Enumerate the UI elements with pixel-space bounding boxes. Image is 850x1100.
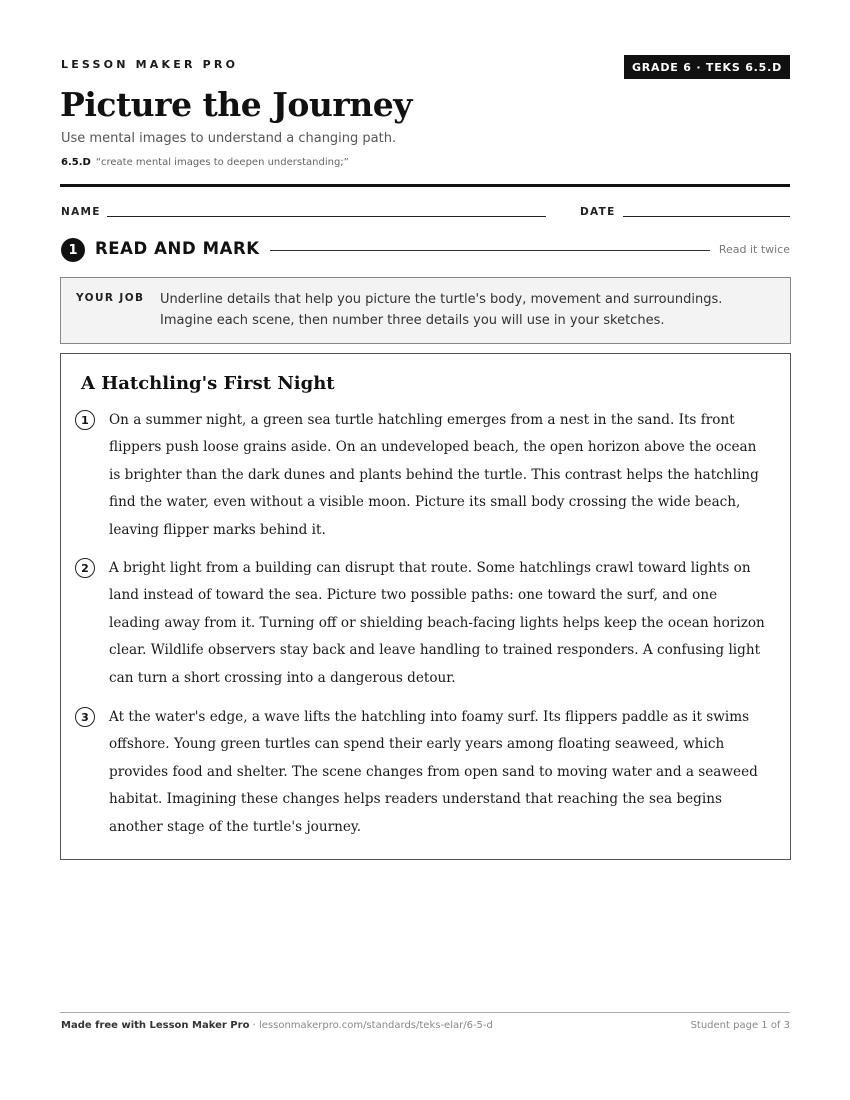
standard-code: 6.5.D bbox=[61, 157, 91, 168]
reading-passage bbox=[60, 353, 791, 860]
step-note: Read it twice bbox=[718, 243, 790, 256]
passage-title: A Hatchling's First Night bbox=[81, 373, 335, 394]
paragraph-number-2: 2 bbox=[75, 558, 95, 578]
job-instructions-box bbox=[60, 277, 791, 344]
name-label: NAME bbox=[61, 206, 101, 218]
step-divider bbox=[270, 250, 710, 251]
standard-line bbox=[61, 157, 349, 168]
paragraph-3: At the water's edge, a wave lifts the hatchling into foamy surf. Its flippers paddle as it swims offshore. Young green turtles can spend their early years among floating seaweed, which provides food and shelter. The scene changes from open sand to moving water and a seaweed habitat. Imagining these changes helps readers understand that reaching the sea begins another stage of the turtle's journey. bbox=[109, 709, 758, 835]
paragraph-number-3: 3 bbox=[75, 707, 95, 727]
header-divider bbox=[60, 184, 790, 187]
job-label: YOUR JOB bbox=[76, 292, 145, 304]
step-number-badge: 1 bbox=[61, 238, 85, 262]
footer-credit bbox=[61, 1020, 493, 1031]
footer-url[interactable]: · lessonmakerpro.com/standards/teks-elar/6-5-d bbox=[249, 1020, 493, 1031]
date-label: DATE bbox=[580, 206, 616, 218]
page-subtitle: Use mental images to understand a changing path. bbox=[61, 131, 397, 146]
paragraph-1: On a summer night, a green sea turtle hatchling emerges from a nest in the sand. Its front flippers push loose grains aside. On an undeveloped beach, the open horizon above the ocean is brighter than the dark dunes and plants behind the turtle. This contrast helps the hatchling find the water, even without a visible moon. Picture its small body crossing the wide beach, leaving flipper marks behind it. bbox=[109, 412, 759, 538]
grade-badge: GRADE 6 · TEKS 6.5.D bbox=[624, 55, 790, 79]
name-field[interactable] bbox=[107, 216, 546, 217]
page-title: Picture the Journey bbox=[60, 85, 412, 124]
job-text: Underline details that help you picture the turtle's body, movement and surroundings. Imagine each scene, then number three details you will use in your sketches. bbox=[160, 292, 723, 328]
footer-page-number: Student page 1 of 3 bbox=[690, 1020, 790, 1031]
paragraph-number-1: 1 bbox=[75, 410, 95, 430]
date-field[interactable] bbox=[623, 216, 790, 217]
standard-quote: “create mental images to deepen understanding;” bbox=[95, 157, 349, 168]
brand-name: LESSON MAKER PRO bbox=[61, 58, 239, 71]
paragraph-2: A bright light from a building can disrupt that route. Some hatchlings crawl toward lights on land instead of toward the sea. Picture two possible paths: one toward the surf, and one leading away from it. Turning off or shielding beach-facing lights helps keep the ocean horizon clear. Wildlife observers stay back and leave handling to trained responders. A confusing light can turn a short crossing into a dangerous detour. bbox=[109, 560, 765, 686]
footer-divider bbox=[60, 1012, 790, 1013]
footer-made-with: Made free with Lesson Maker Pro bbox=[61, 1020, 250, 1031]
step-title: READ AND MARK bbox=[95, 239, 260, 258]
